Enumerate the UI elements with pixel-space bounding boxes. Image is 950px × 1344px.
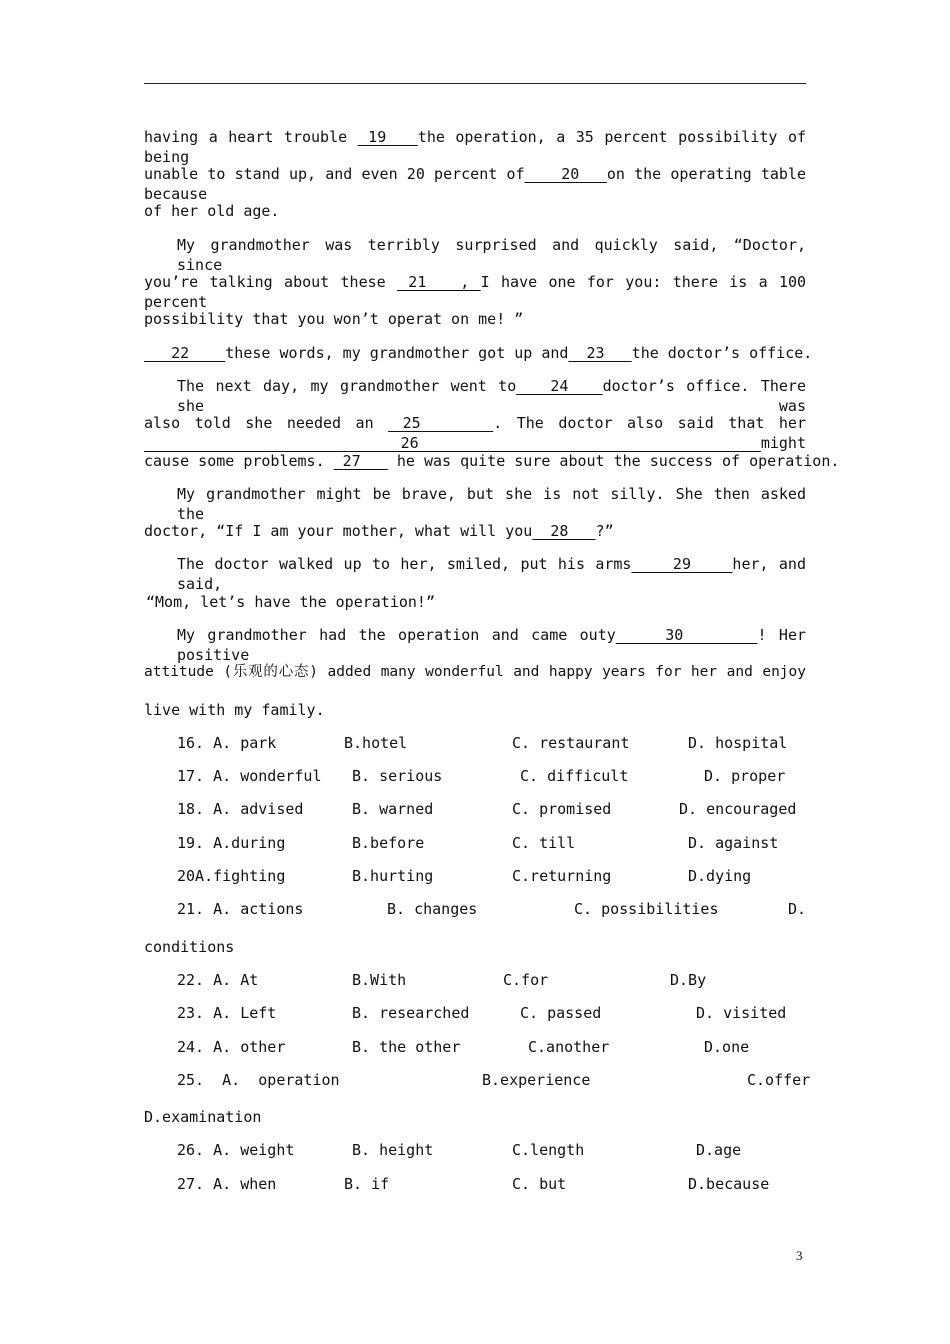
- option-b: B. changes: [387, 900, 478, 918]
- option-b: B.hotel: [344, 734, 408, 752]
- option-d: D. visited: [696, 1004, 787, 1022]
- blank-25: 25: [388, 414, 494, 432]
- option-d: D. encouraged: [679, 800, 797, 818]
- passage-line: 22 these words, my grandmother got up and 23 the doctor’s office.: [144, 344, 813, 362]
- option-b: B. serious: [352, 767, 443, 785]
- option-c: C.for: [503, 971, 549, 989]
- option-c: C. possibilities: [574, 900, 719, 918]
- blank-24: 24: [516, 377, 603, 395]
- option-a: 27. A. when: [177, 1175, 277, 1193]
- passage-line: doctor, “If I am your mother, what will you 28 ?”: [144, 522, 614, 540]
- page-number: 3: [796, 1248, 803, 1263]
- option-d: D.dying: [688, 867, 752, 885]
- option-c: C. till: [512, 834, 576, 852]
- option-a: 21. A. actions: [177, 900, 304, 918]
- passage-line: The doctor walked up to her, smiled, put his arms 29 her, and said,: [177, 555, 806, 593]
- passage-line: My grandmother had the operation and came outy 30 ! Her positive: [177, 626, 807, 664]
- blank-22: 22: [144, 344, 226, 362]
- blank-19: 19: [357, 128, 418, 146]
- option-a: 24. A. other: [177, 1038, 286, 1056]
- option-a: 22. A. At: [177, 971, 259, 989]
- option-d: D.By: [670, 971, 707, 989]
- passage-line: unable to stand up, and even 20 percent of 20 on the operating table because: [144, 165, 806, 203]
- option-c: C. promised: [512, 800, 612, 818]
- option-c: C.returning: [512, 867, 612, 885]
- blank-29: 29: [631, 555, 733, 573]
- option-c: C. but: [512, 1175, 567, 1193]
- blank-20: 20: [524, 165, 607, 183]
- option-d: D.: [788, 900, 807, 918]
- option-c: C.length: [512, 1141, 585, 1159]
- option-b: B. warned: [352, 800, 434, 818]
- passage-line: also told she needed an 25 . The doctor also said that her 26 might: [144, 414, 806, 452]
- option-d: D.one: [704, 1038, 750, 1056]
- passage-line: My grandmother was terribly surprised and quickly said, “Doctor, since: [177, 236, 806, 274]
- option-a: 25. A. operation: [177, 1071, 340, 1089]
- blank-30: 30: [615, 626, 758, 644]
- option-a: 17. A. wonderful: [177, 767, 322, 785]
- option-d: D. against: [688, 834, 779, 852]
- option-c: C.another: [528, 1038, 610, 1056]
- option-b: B.hurting: [352, 867, 434, 885]
- header-rule: [144, 83, 806, 84]
- blank-21: 21 ,: [396, 273, 481, 291]
- option-b: B. the other: [352, 1038, 461, 1056]
- option-a: 26. A. weight: [177, 1141, 295, 1159]
- option-b: B.before: [352, 834, 425, 852]
- passage-line: having a heart trouble 19 the operation, a 35 percent possibility of being: [144, 128, 807, 166]
- passage-line: live with my family.: [144, 701, 325, 719]
- passage-line: you’re talking about these 21 , I have one for you: there is a 100 percent: [144, 273, 807, 311]
- passage-line: “Mom, let’s have the operation!”: [146, 593, 435, 611]
- blank-28: 28: [532, 522, 596, 540]
- option-a: 18. A. advised: [177, 800, 304, 818]
- option-d: D.examination: [144, 1108, 262, 1126]
- option-b: B.experience: [482, 1071, 591, 1089]
- option-c: C. passed: [520, 1004, 602, 1022]
- option-d-text: conditions: [144, 938, 235, 956]
- option-d: D.because: [688, 1175, 770, 1193]
- blank-23: 23: [568, 344, 632, 362]
- passage-line: cause some problems. 27 he was quite sure about the success of operation.: [144, 452, 840, 470]
- blank-26: 26: [144, 434, 761, 452]
- option-d: D. proper: [704, 767, 786, 785]
- passage-line: of her old age.: [144, 202, 280, 220]
- blank-27: 27: [333, 452, 388, 470]
- option-b: B.With: [352, 971, 407, 989]
- passage-line: attitude (乐观的心态) added many wonderful and happy years for her and enjoy: [144, 664, 806, 680]
- passage-line: My grandmother might be brave, but she is not silly. She then asked the: [177, 485, 806, 523]
- option-a: 16. A. park: [177, 734, 277, 752]
- option-c: C. difficult: [520, 767, 629, 785]
- option-b: B. height: [352, 1141, 434, 1159]
- passage-line: The next day, my grandmother went to 24 doctor’s office. There she was: [177, 377, 806, 415]
- option-b: B. if: [344, 1175, 390, 1193]
- passage-line: possibility that you won’t operat on me! ”: [144, 310, 524, 328]
- option-a: 19. A.during: [177, 834, 286, 852]
- option-c: C. restaurant: [512, 734, 630, 752]
- option-a: 20A.fighting: [177, 867, 286, 885]
- option-d: D. hospital: [688, 734, 788, 752]
- option-c: C.offer: [747, 1071, 811, 1089]
- option-a: 23. A. Left: [177, 1004, 277, 1022]
- option-b: B. researched: [352, 1004, 470, 1022]
- option-d: D.age: [696, 1141, 742, 1159]
